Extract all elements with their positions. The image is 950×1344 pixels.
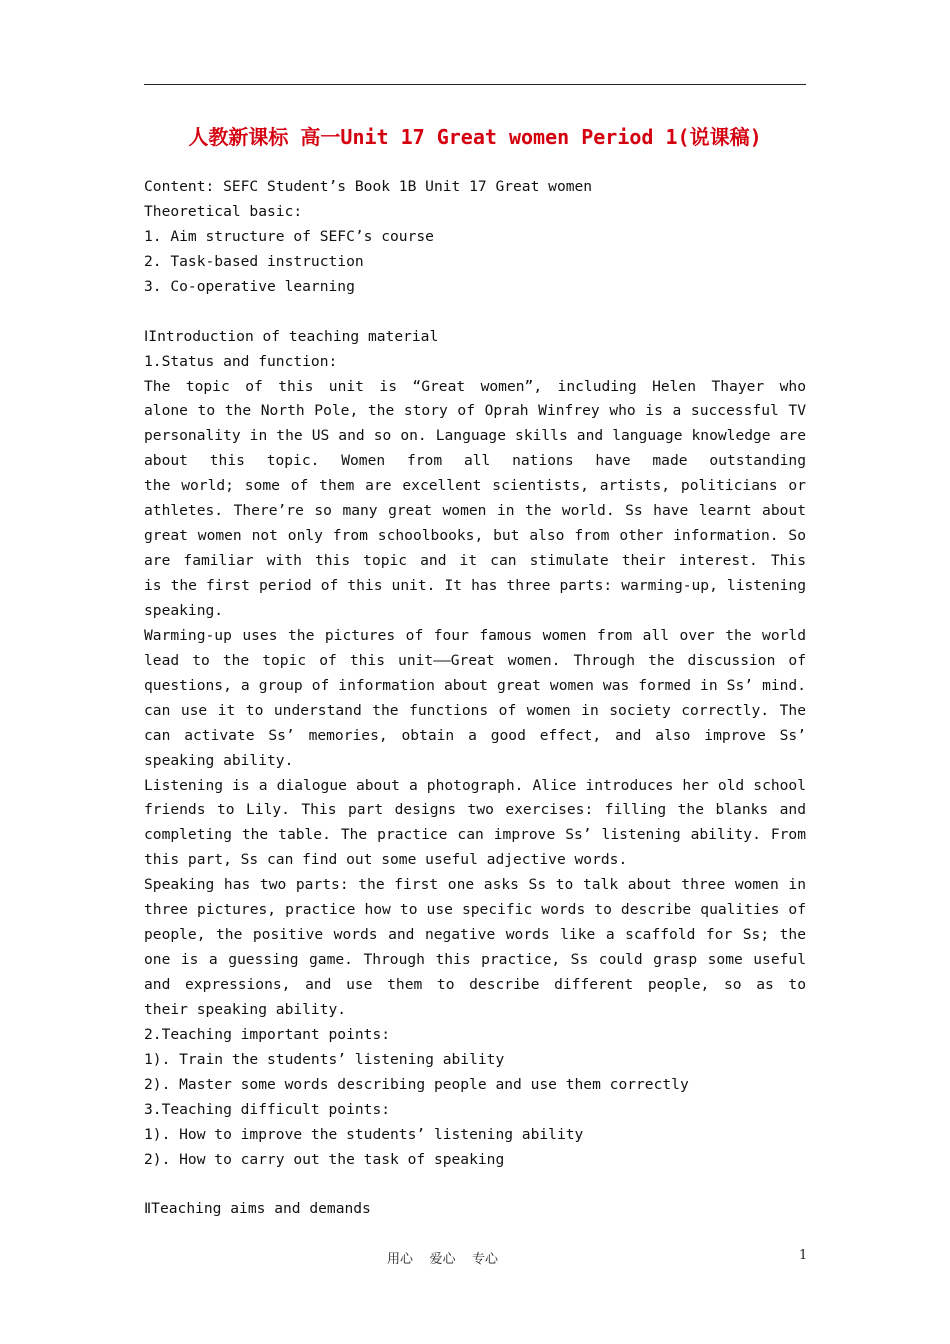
paragraph-line: are familiar with this topic and it can stimulate their interest. This [144, 552, 806, 570]
list-item: 1). Train the students’ listening ability [144, 1050, 505, 1068]
paragraph-line: about this topic. Women from all nations have made outstanding [144, 452, 806, 470]
paragraph-line: their speaking ability. [144, 1000, 347, 1018]
list-item: 2). Master some words describing people and use them correctly [144, 1075, 689, 1093]
paragraph-line: and expressions, and use them to describe different people, so as to [144, 976, 806, 993]
paragraph-line: alone to the North Pole, the story of Oprah Winfrey who is a successful TV [144, 402, 806, 420]
section-heading-aims: ⅡTeaching aims and demands [144, 1200, 371, 1218]
paragraph-line: is the first period of this unit. It has three parts: warming-up, listening [144, 577, 806, 594]
paragraph-line: Warming-up uses the pictures of four famous women from all over the world [144, 626, 806, 644]
section-heading-introduction: ⅠIntroduction of teaching material [144, 327, 439, 345]
subheading-important-points: 2.Teaching important points: [144, 1025, 391, 1043]
paragraph-line: personality in the US and so on. Language skills and language knowledge are [144, 427, 806, 445]
paragraph-line: friends to Lily. This part designs two exercises: filling the blanks and [144, 801, 806, 819]
paragraph-line: can use it to understand the functions of women in society correctly. The [144, 701, 806, 719]
footer-motto: 用心 爱心 专心 [387, 1252, 499, 1267]
paragraph-line: the world; some of them are excellent scientists, artists, politicians or [144, 477, 806, 495]
paragraph-line: lead to the topic of this unit——Great women. Through the discussion of [144, 651, 806, 669]
document-title: 人教新课标 高一Unit 17 Great women Period 1(说课稿) [188, 125, 762, 149]
blank-line [144, 300, 806, 325]
paragraph-line: can activate Ss’ memories, obtain a good effect, and also improve Ss’ [144, 726, 806, 744]
paragraph-line: Speaking has two parts: the first one asks Ss to talk about three women in [144, 876, 806, 894]
page-number: 1 [799, 1248, 808, 1263]
list-item: 1). How to improve the students’ listening ability [144, 1125, 584, 1143]
paragraph-line: three pictures, practice how to use specific words to describe qualities of [144, 901, 806, 919]
subheading-status-function: 1.Status and function: [144, 352, 338, 370]
list-item: 3. Co-operative learning [144, 277, 355, 295]
list-item: 1. Aim structure of SEFC’s course [144, 227, 434, 245]
paragraph-line: speaking. [144, 601, 224, 619]
header-rule [144, 84, 806, 85]
paragraph-line: people, the positive words and negative words like a scaffold for Ss; the [144, 926, 806, 944]
paragraph-line: The topic of this unit is “Great women”, including Helen Thayer who [144, 377, 806, 395]
list-item: 2). How to carry out the task of speaking [144, 1150, 505, 1168]
subheading-difficult-points: 3.Teaching difficult points: [144, 1100, 391, 1118]
paragraph-line: completing the table. The practice can improve Ss’ listening ability. From [144, 826, 806, 844]
paragraph-line: Listening is a dialogue about a photograph. Alice introduces her old school [144, 776, 806, 794]
paragraph-line: questions, a group of information about great women was formed in Ss’ mind. [144, 676, 806, 694]
list-item: 2. Task-based instruction [144, 252, 364, 270]
paragraph-line: athletes. There’re so many great women in the world. Ss have learnt about [144, 502, 806, 520]
blank-line [144, 1173, 806, 1198]
content-line: Content: SEFC Student’s Book 1B Unit 17 Great women [144, 178, 593, 195]
paragraph-line: one is a guessing game. Through this practice, Ss could grasp some useful [144, 951, 806, 969]
paragraph-line: great women not only from schoolbooks, but also from other information. So [144, 527, 806, 545]
paragraph-line: speaking ability. [144, 751, 294, 769]
document-body [144, 175, 806, 1222]
theoretical-basic-heading: Theoretical basic: [144, 202, 303, 220]
paragraph-line: this part, Ss can find out some useful adjective words. [144, 851, 628, 869]
